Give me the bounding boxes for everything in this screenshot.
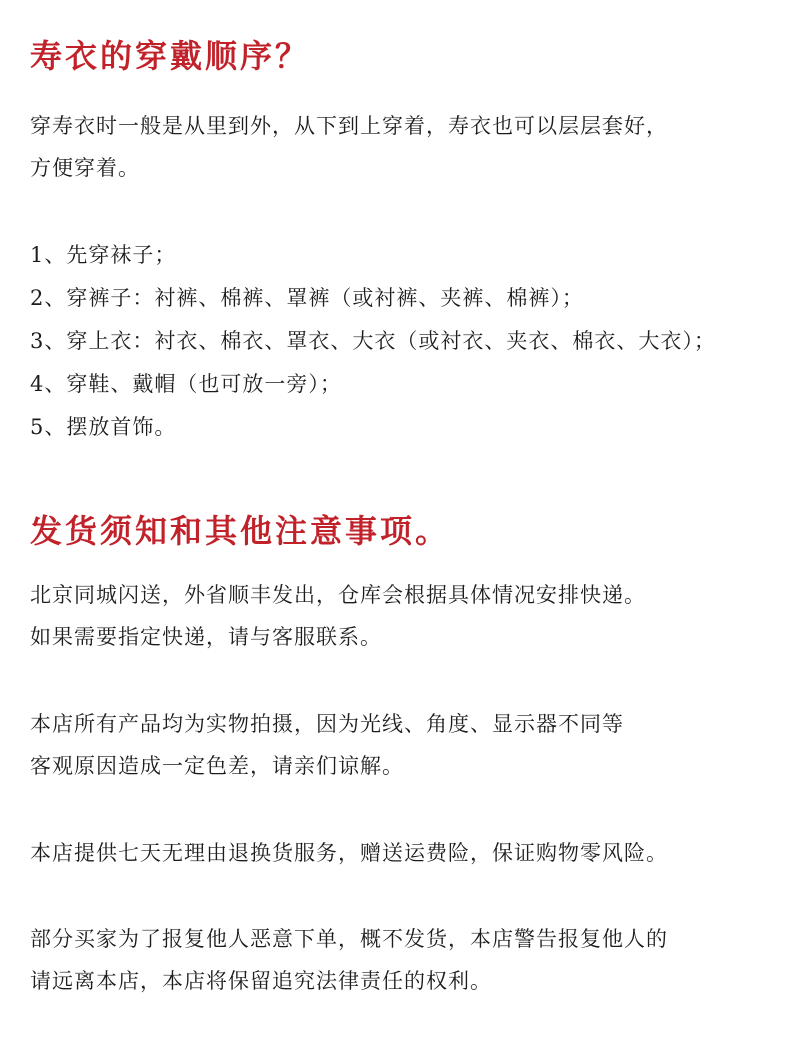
- step-item-3: 3、穿上衣：衬衣、棉衣、罩衣、大衣（或衬衣、夹衣、棉衣、大衣）；: [30, 329, 716, 353]
- step-item-5: 5、摆放首饰。: [30, 415, 177, 439]
- dressing-steps-list: [30, 234, 716, 449]
- shipping-line-2: 如果需要指定快递，请与客服联系。: [30, 625, 382, 649]
- return-policy-paragraph: [30, 832, 668, 874]
- section2-title: 发货须知和其他注意事项。: [30, 512, 451, 550]
- warning-line-1: 部分买家为了报复他人恶意下单，概不发货，本店警告报复他人的: [30, 927, 668, 951]
- warning-paragraph: [30, 918, 668, 1002]
- warning-line-2: 请远离本店，本店将保留追究法律责任的权利。: [30, 969, 492, 993]
- step-item-4: 4、穿鞋、戴帽（也可放一旁）；: [30, 372, 342, 396]
- step-item-1: 1、先穿袜子；: [30, 243, 177, 267]
- return-line-1: 本店提供七天无理由退换货服务，赠送运费险，保证购物零风险。: [30, 841, 668, 865]
- intro-line-2: 方便穿着。: [30, 156, 140, 180]
- color-disclaimer-paragraph: [30, 703, 624, 787]
- color-line-1: 本店所有产品均为实物拍摄，因为光线、角度、显示器不同等: [30, 712, 624, 736]
- shipping-line-1: 北京同城闪送，外省顺丰发出，仓库会根据具体情况安排快递。: [30, 583, 646, 607]
- section1-title: 寿衣的穿戴顺序？: [30, 37, 311, 75]
- shipping-paragraph: [30, 574, 646, 658]
- intro-line-1: 穿寿衣时一般是从里到外，从下到上穿着，寿衣也可以层层套好，: [30, 114, 668, 138]
- color-line-2: 客观原因造成一定色差，请亲们谅解。: [30, 754, 404, 778]
- section1-intro: [30, 105, 668, 189]
- step-item-2: 2、穿裤子：衬裤、棉裤、罩裤（或衬裤、夹裤、棉裤）；: [30, 286, 584, 310]
